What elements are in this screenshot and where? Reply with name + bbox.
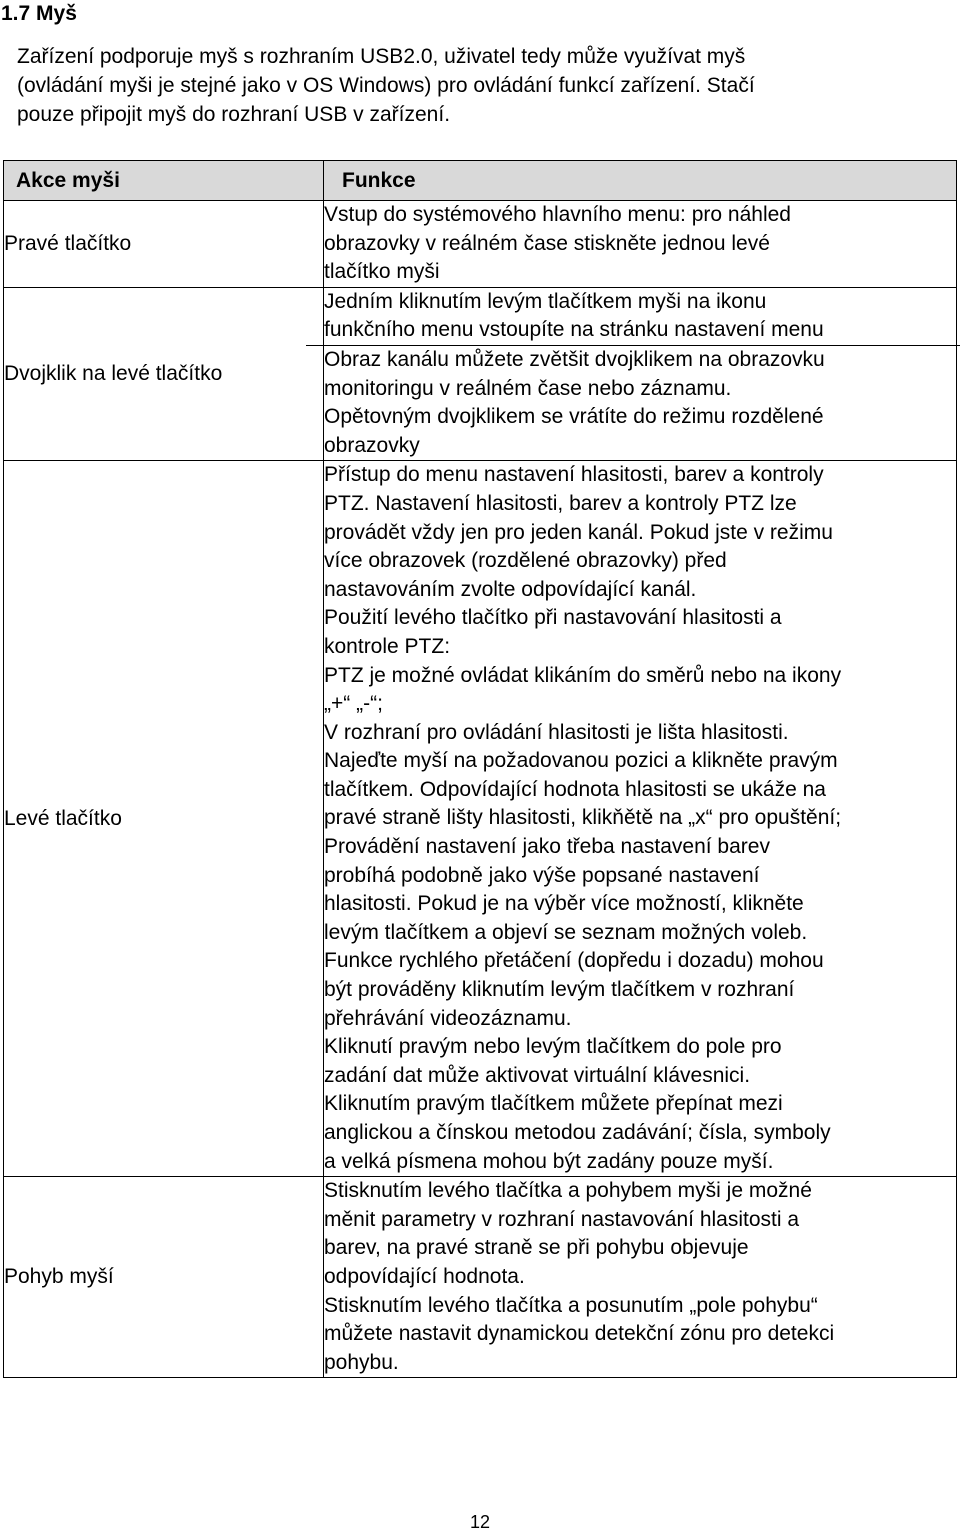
function-line: barev, na pravé straně se při pohybu objevuje [324, 1236, 749, 1260]
function-paragraph [324, 288, 956, 345]
intro-line: Zařízení podporuje myš s rozhraním USB2.0, uživatel tedy může využívat myš [17, 45, 746, 68]
function-line: PTZ je možné ovládat klikáním do směrů nebo na ikony [324, 663, 842, 687]
function-line: anglickou a čínskou metodou zadávání; čísla, symboly [324, 1121, 831, 1144]
function-line: Kliknutí pravým nebo levým tlačítkem do pole pro [324, 1035, 782, 1059]
function-line: probíhá podobně jako výše popsané nastavení [324, 863, 760, 887]
function-line: V rozhraní pro ovládání hlasitosti je lišta hlasitosti. [324, 720, 789, 744]
header-action: Akce myši [4, 161, 324, 201]
function-line: funkčního menu vstoupíte na stránku nastavení menu [324, 318, 824, 342]
intro-line: pouze připojit myš do rozhraní USB v zařízení. [17, 103, 451, 126]
function-line: odpovídající hodnota. [324, 1264, 525, 1288]
function-line: Opětovným dvojklikem se vrátíte do režimu rozdělené [324, 405, 824, 429]
function-line: Použití levého tlačítko při nastavování hlasitosti a [324, 606, 782, 630]
function-line: Stisknutím levého tlačítka a pohybem myši je možné [324, 1179, 812, 1203]
function-line: hlasitosti. Pokud je na výběr více možností, klikněte [324, 892, 804, 916]
function-line: být prováděny kliknutím levým tlačítkem v rozhraní [324, 978, 795, 1002]
function-line: Přístup do menu nastavení hlasitosti, barev a kontroly [324, 463, 824, 487]
function-line: monitoringu v reálném čase nebo záznamu. [324, 376, 732, 400]
function-paragraph [324, 1177, 956, 1377]
function-line: nastavováním zvolte odpovídající kanál. [324, 577, 697, 601]
function-line: více obrazovek (rozdělené obrazovky) před [324, 549, 727, 573]
table-body [4, 201, 957, 1378]
function-line: zadání dat může aktivovat virtuální klávesnici. [324, 1063, 751, 1087]
page-number: 12 [469, 1512, 491, 1532]
function-line: tlačítkem. Odpovídající hodnota hlasitosti se ukáže na [324, 777, 826, 801]
function-line: Stisknutím levého tlačítka a posunutím „pole pohybu“ [324, 1293, 818, 1317]
function-paragraph [324, 346, 956, 460]
function-cell [324, 201, 957, 288]
function-line: Kliknutím pravým tlačítkem můžete přepínat mezi [324, 1092, 783, 1116]
function-line: PTZ. Nastavení hlasitosti, barev a kontroly PTZ lze [324, 491, 797, 515]
function-cell [324, 1177, 957, 1378]
function-paragraph [324, 461, 956, 1176]
function-line: pravé straně lišty hlasitosti, klikňětě na „x“ pro opuštění; [324, 806, 842, 830]
section-heading: 1.7 Myš [1, 2, 77, 25]
function-line: obrazovky v reálném čase stiskněte jednou levé [324, 231, 770, 255]
function-line: přehrávání videozáznamu. [324, 1006, 572, 1030]
function-line: „+“ „-“; [324, 692, 383, 716]
function-line: Provádění nastavení jako třeba nastavení barev [324, 835, 770, 859]
function-line: kontrole PTZ: [324, 634, 451, 658]
function-line: Obraz kanálu můžete zvětšit dvojklikem na obrazovku [324, 347, 825, 371]
table-header-row [4, 161, 957, 201]
header-function: Funkce [324, 161, 957, 201]
function-line: provádět vždy jen pro jeden kanál. Pokud jste v režimu [324, 520, 833, 544]
function-cell [324, 287, 957, 461]
function-line: Najeďte myší na požadovanou pozici a klikněte pravým [324, 749, 838, 773]
function-line: můžete nastavit dynamickou detekční zónu pro detekci [324, 1322, 835, 1346]
function-line: obrazovky [324, 433, 420, 457]
action-cell: Levé tlačítko [4, 461, 324, 1177]
action-cell: Dvojklik na levé tlačítko [4, 287, 324, 461]
function-line: měnit parametry v rozhraní nastavování hlasitosti a [324, 1207, 800, 1231]
function-line: a velká písmena mohou být zadány pouze myší. [324, 1149, 774, 1173]
function-line: levým tlačítkem a objeví se seznam možných voleb. [324, 920, 808, 944]
table-row [4, 287, 957, 461]
action-cell: Pravé tlačítko [4, 201, 324, 288]
function-line: pohybu. [324, 1350, 399, 1374]
action-cell: Pohyb myší [4, 1177, 324, 1378]
mouse-actions-table [3, 160, 957, 1378]
function-line: Funkce rychlého přetáčení (dopředu i dozadu) mohou [324, 949, 824, 973]
function-line: tlačítko myši [324, 260, 440, 284]
table-row [4, 1177, 957, 1378]
table-row [4, 461, 957, 1177]
intro-line: (ovládání myši je stejné jako v OS Windows) pro ovládání funkcí zařízení. Stačí [17, 74, 755, 97]
function-cell [324, 461, 957, 1177]
function-line: Jedním kliknutím levým tlačítkem myši na ikonu [324, 289, 767, 313]
table-row [4, 201, 957, 288]
function-line: Vstup do systémového hlavního menu: pro náhled [324, 203, 791, 226]
function-paragraph [324, 201, 956, 287]
intro-paragraph [17, 42, 947, 129]
